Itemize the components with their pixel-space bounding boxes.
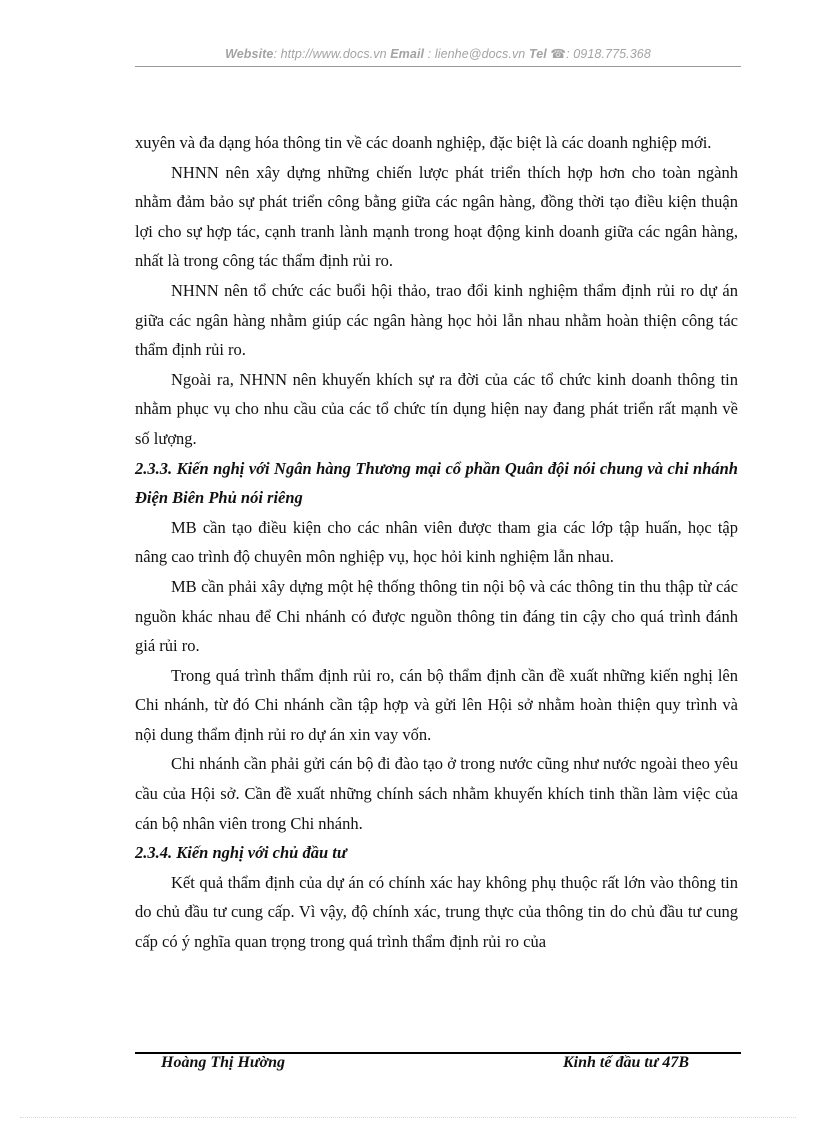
body-paragraph: Chi nhánh cần phải gửi cán bộ đi đào tạo ở trong nước cũng như nước ngoài theo yêu cầu của Hội sở. Cần đề xuất những chính sách nhằm khuyến khích tinh thần làm việc của cán bộ nhân viên trong Chi nhánh.	[135, 754, 738, 833]
tel-number: ☎: 0918.775.368	[550, 47, 651, 61]
page-bottom-border	[20, 1117, 796, 1118]
header-divider	[135, 66, 741, 67]
page-header	[135, 46, 741, 61]
body-paragraph: Trong quá trình thẩm định rủi ro, cán bộ thẩm định cần đề xuất những kiến nghị lên Chi nhánh, từ đó Chi nhánh cần tập hợp và gửi lên Hội sở nhằm hoàn thiện quy trình và nội dung thẩm định rủi ro dự án xin vay vốn.	[135, 665, 738, 744]
body-paragraph: Ngoài ra, NHNN nên khuyến khích sự ra đời của các tổ chức kinh doanh thông tin nhằm phục vụ cho nhu cầu của các tổ chức tín dụng hiện nay đang phát triển rất mạnh về số lượng.	[135, 369, 738, 448]
page-body	[135, 128, 738, 957]
body-paragraph: MB cần phải xây dựng một hệ thống thông tin nội bộ và các thông tin thu thập từ các nguồn khác nhau để Chi nhánh có được nguồn thông tin đáng tin cậy cho quá trình đánh giá rủi ro.	[135, 576, 738, 656]
section-heading-2-3-3: 2.3.3. Kiến nghị với Ngân hàng Thương mại cổ phần Quân đội nói chung và chi nhánh Điện Biên Phủ nói riêng	[135, 458, 738, 508]
section-heading-2-3-4: 2.3.4. Kiến nghị với chủ đầu tư	[135, 843, 347, 863]
tel-label: Tel	[528, 47, 547, 61]
footer-author: Hoàng Thị Hường	[161, 1054, 285, 1071]
email-address[interactable]: : lienhe@docs.vn	[427, 47, 526, 61]
website-label: Website	[225, 47, 274, 61]
body-paragraph: Kết quả thẩm định của dự án có chính xác hay không phụ thuộc rất lớn vào thông tin do chủ đầu tư cung cấp. Vì vậy, độ chính xác, trung thực của thông tin do chủ đầu tư cung cấp có ý nghĩa quan trọng trong quá trình thẩm định rủi ro của	[135, 872, 738, 952]
body-paragraph: MB cần tạo điều kiện cho các nhân viên được tham gia các lớp tập huấn, học tập nâng cao trình độ chuyên môn nghiệp vụ, học hỏi kinh nghiệm lẫn nhau.	[135, 517, 738, 567]
body-paragraph: xuyên và đa dạng hóa thông tin về các doanh nghiệp, đặc biệt là các doanh nghiệp mới.	[135, 133, 712, 152]
email-label: Email	[390, 47, 425, 61]
footer-class: Kinh tế đầu tư 47B	[563, 1054, 690, 1071]
website-url[interactable]: : http://www.docs.vn	[273, 47, 387, 61]
body-paragraph: NHNN nên tổ chức các buổi hội thảo, trao đổi kinh nghiệm thẩm định rủi ro dự án giữa các ngân hàng nhằm giúp các ngân hàng học hỏi lẫn nhau nhằm hoàn thiện công tác thẩm định rủi ro.	[135, 280, 738, 360]
body-paragraph: NHNN nên xây dựng những chiến lược phát triển thích hợp hơn cho toàn ngành nhằm đảm bảo sự phát triển công bằng giữa các ngân hàng, đồng thời tạo điều kiện thuận lợi cho sự hợp tác, cạnh tranh lành mạnh trong hoạt động kinh doanh giữa các ngân hàng, nhất là trong công tác thẩm định rủi ro.	[135, 162, 738, 271]
